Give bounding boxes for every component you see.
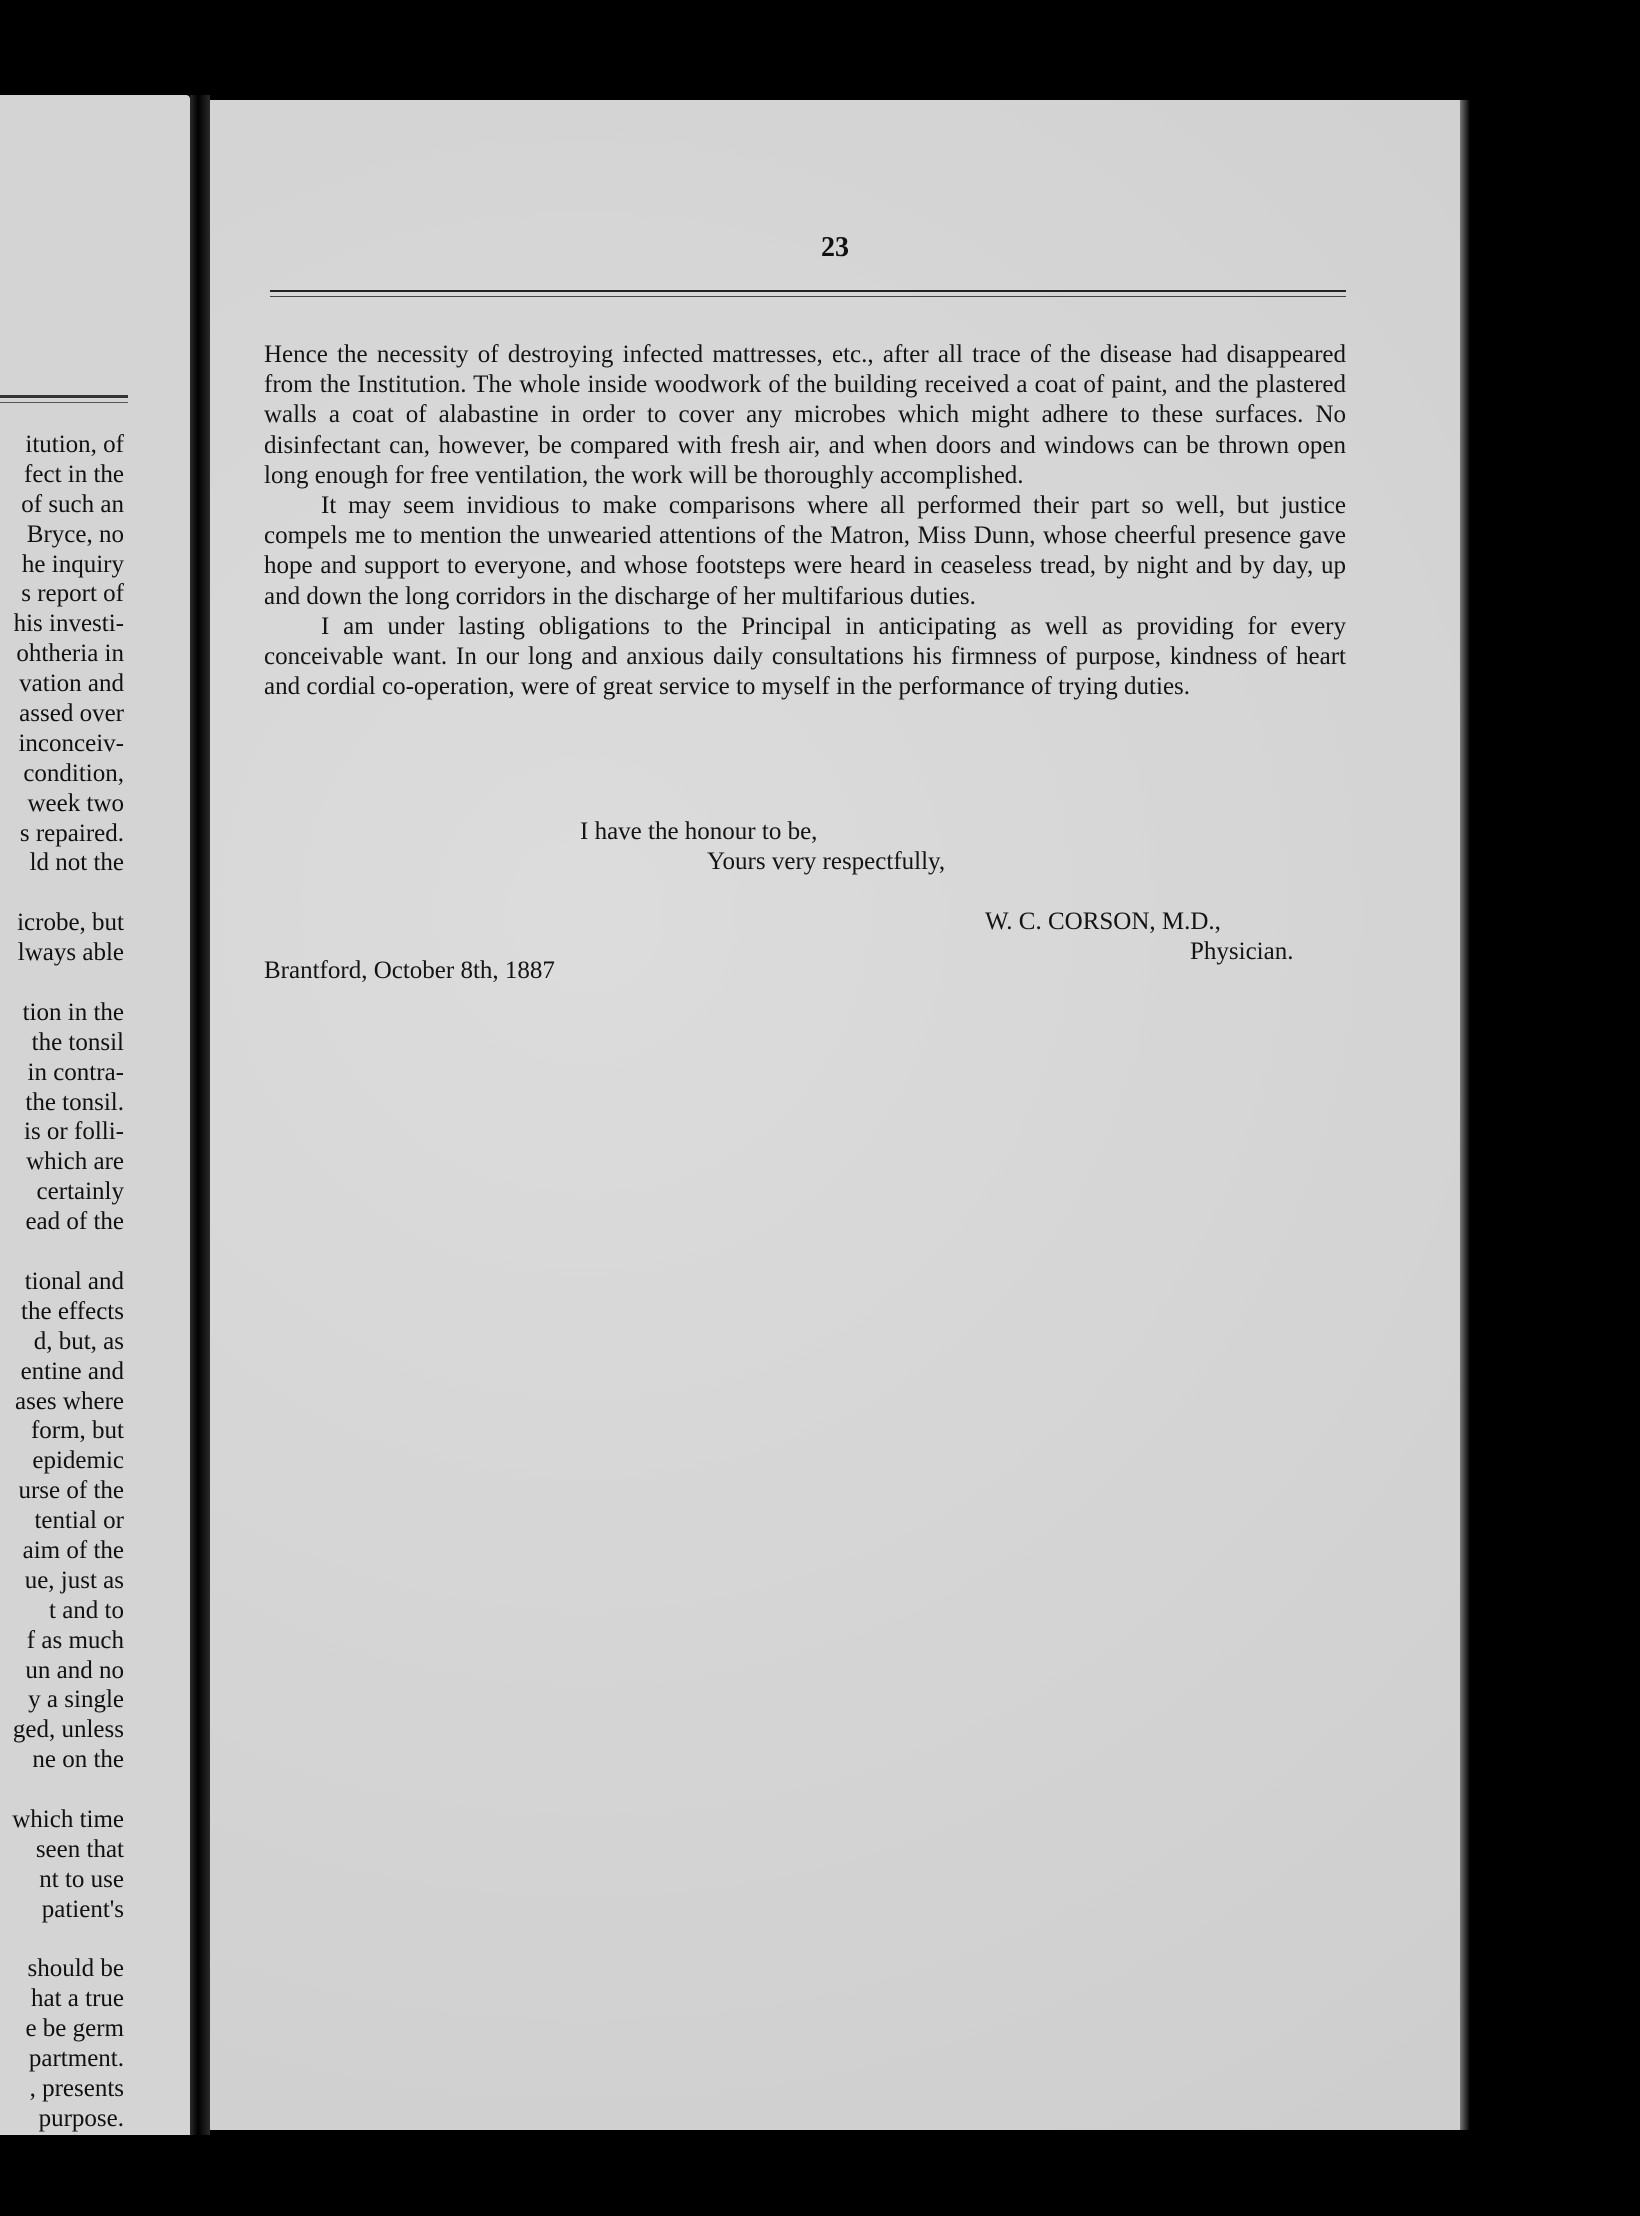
adjacent-page-line: lways able [17,939,124,967]
adjacent-page-line: vation and [19,670,124,698]
adjacent-page-line: assed over [19,700,124,728]
adjacent-page-line: the tonsil [31,1028,124,1056]
adjacent-page-line: his investi- [13,610,124,638]
adjacent-page-line: is or folli- [24,1118,124,1146]
adjacent-page-line: t and to [49,1596,124,1624]
document-page [210,100,1460,2130]
adjacent-page-fragment [0,95,190,2135]
adjacent-page-line: in contra- [27,1058,124,1086]
closing-valediction: Yours very respectfully, [707,848,946,875]
adjacent-page-line: s repaired. [19,819,124,847]
signature-name: W. C. CORSON, M.D., [985,908,1221,935]
adjacent-page-line: ue, just as [24,1566,124,1594]
adjacent-page-line: of such an [21,490,124,518]
adjacent-page-line: form, but [30,1417,124,1445]
adjacent-page-line: ged, unless [12,1716,124,1744]
adjacent-page-line: ohtheria in [16,640,124,668]
adjacent-page-line: seen that [35,1835,124,1863]
adjacent-page-line: Bryce, no [26,520,124,548]
paragraph: Hence the necessity of destroying infected mattresses, etc., after all trace of the disease had disappeared from the Institution. The whole inside woodwork of the building received a coat of paint, and the plastered walls a coat of alabastine in order to cover any microbes which might adhere to these surfaces. No disinfectant can, however, be compared with fresh air, and when doors and windows can be thrown open long enough for free ventilation, the work will be thoroughly accomplished. [264,341,1346,489]
page-edge-shadow [1460,100,1470,2130]
adjacent-page-line: should be [27,1955,124,1983]
adjacent-page-line: e be germ [25,2015,124,2043]
adjacent-page-line: d, but, as [33,1327,124,1355]
adjacent-page-line: ead of the [25,1208,124,1236]
adjacent-page-line: hat a true [30,1985,124,2013]
adjacent-page-line: which are [26,1148,124,1176]
paragraph: It may seem invidious to make comparisons where all performed their part so well, but justice compels me to mention the unwearied attentions of the Matron, Miss Dunn, whose cheerful presence gave hope and support to everyone, and whose footsteps were heard in ceaseless tread, by night and by day, up and down the long corridors in the discharge of her multifarious duties. [264,492,1346,610]
adjacent-page-rule [0,395,128,403]
adjacent-page-line: certainly [36,1178,124,1206]
adjacent-page-line: aim of the [22,1536,124,1564]
adjacent-page-line: icrobe, but [17,909,124,937]
signature-title: Physician. [1190,938,1294,965]
adjacent-page-line: tional and [24,1267,124,1295]
adjacent-page-line [0,878,124,908]
adjacent-page-line: the effects [21,1297,124,1325]
adjacent-page-line: tential or [34,1507,124,1535]
adjacent-page-line: nt to use [39,1865,124,1893]
adjacent-page-line: tion in the [22,998,124,1026]
adjacent-page-line: the tonsil. [25,1088,124,1116]
adjacent-page-line: he inquiry [21,550,124,578]
adjacent-page-line: f as much [26,1626,124,1654]
adjacent-page-line [0,968,124,998]
adjacent-page-line: itution, of [25,431,124,458]
adjacent-page-line [0,1237,124,1267]
paragraph: I am under lasting obligations to the Principal in anticipating as well as providing for every conceivable want. In our long and anxious daily consultations his firmness of purpose, kindness of heart and cordial co-operation, were of great service to myself in the performance of trying duties. [264,612,1346,701]
adjacent-page-line: which time [12,1805,124,1833]
adjacent-page-line: , presents [29,2074,124,2102]
adjacent-page-line: ases where [15,1387,124,1415]
adjacent-page-line: fect in the [24,460,124,488]
adjacent-page-line: patient's [41,1895,124,1923]
adjacent-page-line: purpose. [38,2104,124,2132]
adjacent-page-line [0,1775,124,1805]
adjacent-page-line [0,1925,124,1955]
adjacent-page-line: inconceiv- [18,729,124,757]
adjacent-page-line: un and no [25,1656,124,1684]
book-spine [190,95,210,2135]
letter-body [264,340,1346,702]
adjacent-page-line: s report of [21,580,124,608]
adjacent-page-line: ne on the [32,1746,124,1774]
adjacent-page-line: epidemic [32,1447,124,1475]
adjacent-page-line: urse of the [18,1477,124,1505]
adjacent-page-line: ld not the [29,849,124,877]
closing-salutation: I have the honour to be, [580,818,818,845]
adjacent-page-line: y a single [28,1686,124,1714]
place-and-date: Brantford, October 8th, 1887 [264,957,555,984]
adjacent-page-line: condition, [23,759,124,787]
adjacent-page-text [0,430,124,2134]
adjacent-page-line: week two [27,789,124,817]
header-rule [270,290,1346,297]
adjacent-page-line: partment. [28,2045,124,2073]
adjacent-page-line: entine and [20,1357,124,1385]
page-number: 23 [821,232,849,263]
